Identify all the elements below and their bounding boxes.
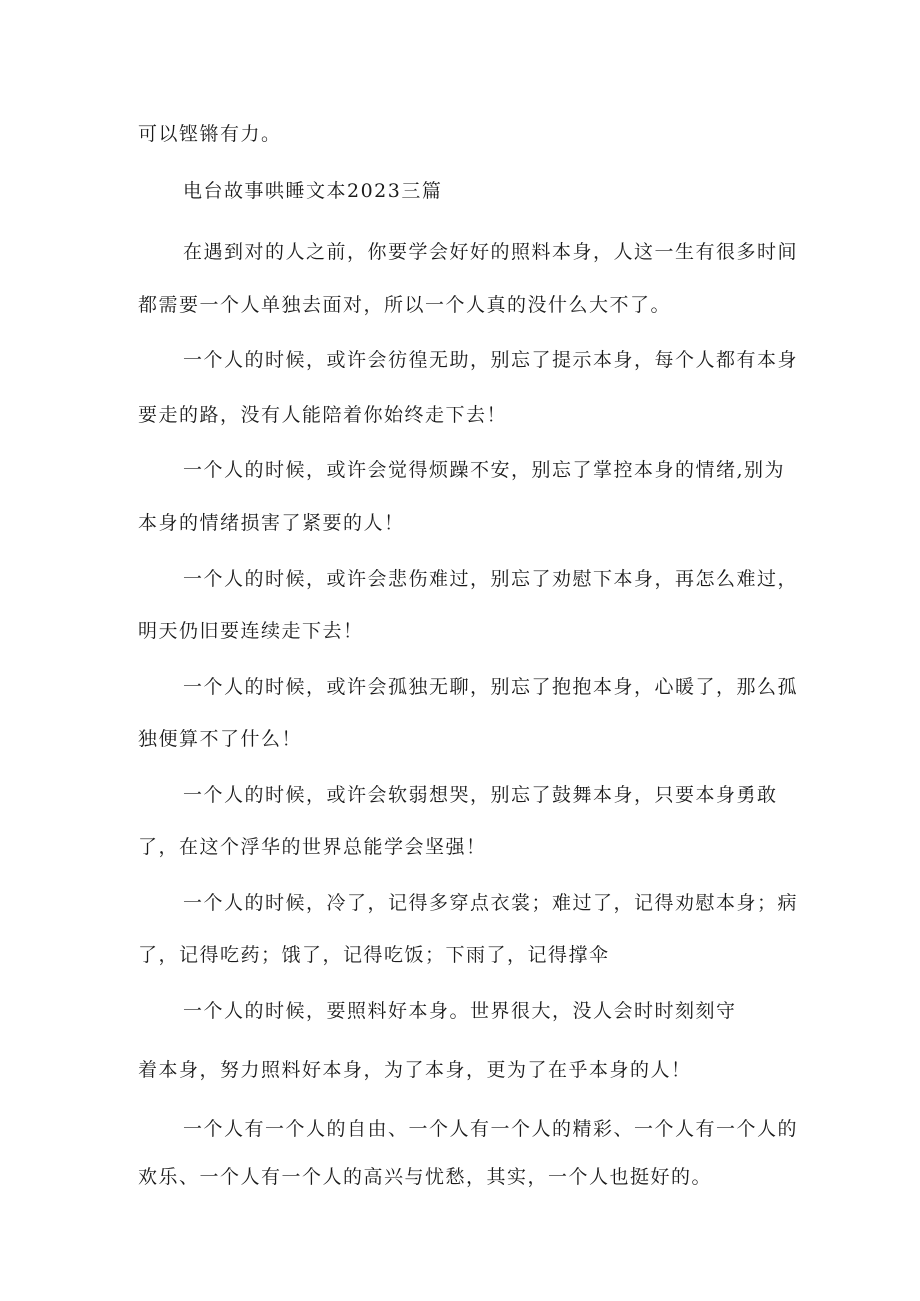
paragraph-9-line-2: 欢乐、一个人有一个人的高兴与忧愁，其实，一个人也挺好的。	[138, 1166, 713, 1188]
paragraph-7-line-2: 了，记得吃药；饿了，记得吃饭；下雨了，记得撑伞	[138, 944, 610, 966]
document-title: 电台故事哄睡文本2023三篇	[183, 180, 443, 202]
paragraph-5-line-1: 一个人的时候，或许会孤独无聊，别忘了抱抱本身，心暖了，那么孤	[183, 676, 799, 698]
paragraph-1-line-2: 都需要一个人单独去面对，所以一个人真的没什么大不了。	[138, 294, 672, 316]
paragraph-3-line-1: 一个人的时候，或许会觉得烦躁不安，别忘了掌控本身的情绪,别为	[183, 459, 786, 481]
paragraph-2-line-1: 一个人的时候，或许会彷徨无助，别忘了提示本身，每个人都有本身	[183, 349, 799, 371]
paragraph-6-line-1: 一个人的时候，或许会软弱想哭，别忘了鼓舞本身，只要本身勇敢	[183, 784, 778, 806]
paragraph-8-line-2: 着本身，努力照料好本身，为了本身，更为了在乎本身的人！	[138, 1059, 692, 1081]
paragraph-3-line-2: 本身的情绪损害了紧要的人！	[138, 512, 405, 534]
paragraph-5-line-2: 独便算不了什么！	[138, 728, 303, 750]
paragraph-4-line-1: 一个人的时候，或许会悲伤难过，别忘了劝慰下本身，再怎么难过，	[183, 568, 799, 590]
paragraph-7-line-1: 一个人的时候，冷了，记得多穿点衣裳；难过了，记得劝慰本身；病	[183, 892, 799, 914]
paragraph-4-line-2: 明天仍旧要连续走下去！	[138, 620, 364, 642]
continuation-line: 可以铿锵有力。	[138, 123, 282, 145]
paragraph-8-line-1: 一个人的时候，要照料好本身。世界很大，没人会时时刻刻守	[183, 1000, 737, 1022]
paragraph-2-line-2: 要走的路，没有人能陪着你始终走下去！	[138, 404, 508, 426]
paragraph-1-line-1: 在遇到对的人之前，你要学会好好的照料本身，人这一生有很多时间	[183, 241, 799, 263]
paragraph-6-line-2: 了，在这个浮华的世界总能学会坚强！	[138, 836, 487, 858]
paragraph-9-line-1: 一个人有一个人的自由、一个人有一个人的精彩、一个人有一个人的	[183, 1118, 799, 1140]
